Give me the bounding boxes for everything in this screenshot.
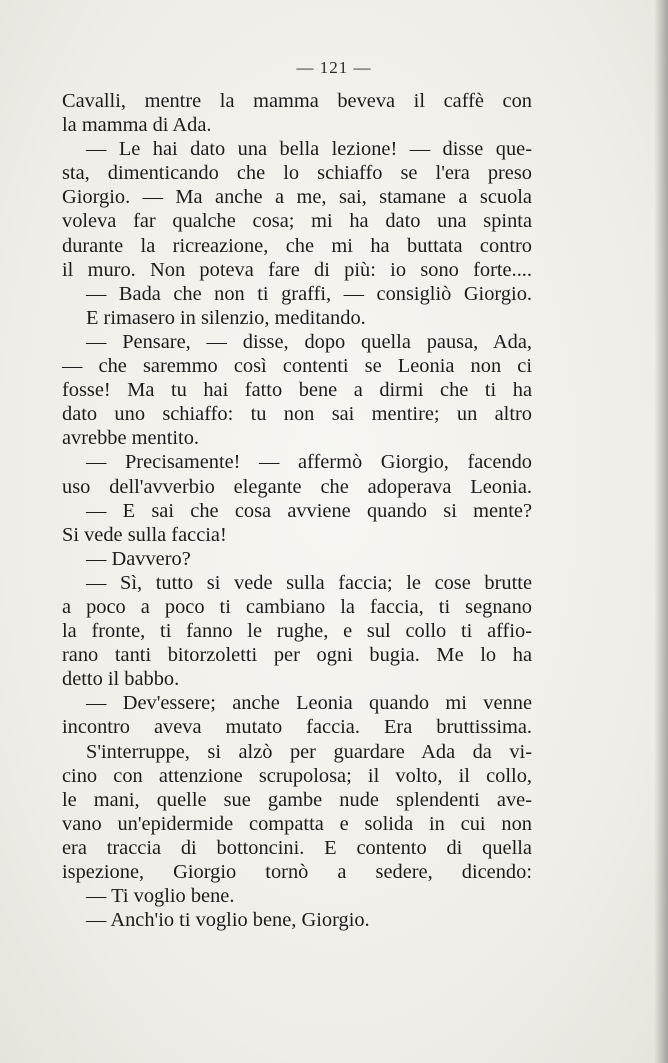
text-line-12: — che saremmo così contenti se Leonia non ci <box>62 355 532 378</box>
text-line-24: rano tanti bitorzoletti per ogni bugia. Me lo ha <box>62 644 532 667</box>
text-line-13: fosse! Ma tu hai fatto bene a dirmi che ti ha <box>62 379 532 402</box>
page-number: — 121 — <box>296 58 372 77</box>
text-line-7: durante la ricreazione, che mi ha buttata contro <box>62 234 532 257</box>
text-line-2: la mamma di Ada. <box>62 114 212 137</box>
text-line-5: Giorgio. — Ma anche a me, sai, stamane a scuola <box>62 186 532 209</box>
text-line-29: cino con attenzione scrupolosa; il volto, il collo, <box>62 764 532 787</box>
text-line-9: — Bada che non ti graffi, — consigliò Giorgio. <box>86 282 532 305</box>
text-line-3: — Le hai dato una bella lezione! — disse que- <box>86 138 532 161</box>
text-line-33: ispezione, Giorgio tornò a sedere, dicendo: <box>62 861 532 883</box>
text-line-14: dato uno schiaffo: tu non sai mentire; un altro <box>62 403 532 426</box>
text-line-25: detto il babbo. <box>62 668 180 691</box>
text-line-31: vano un'epidermide compatta e solida in cui non <box>62 812 532 835</box>
text-line-27: incontro aveva mutato faccia. Era bruttissima. <box>62 716 532 739</box>
text-line-15: avrebbe mentito. <box>62 427 200 450</box>
text-line-35: — Anch'io ti voglio bene, Giorgio. <box>86 909 370 932</box>
text-line-26: — Dev'essere; anche Leonia quando mi venne <box>86 692 532 715</box>
text-line-32: era traccia di bottoncini. E contento di quella <box>62 836 532 859</box>
text-line-20: — Davvero? <box>86 547 191 570</box>
text-line-17: uso dell'avverbio elegante che adoperava Leonia. <box>62 475 532 498</box>
text-line-28: S'interruppe, si alzò per guardare Ada da vi- <box>86 740 532 763</box>
text-line-11: — Pensare, — disse, dopo quella pausa, Ada, <box>86 330 532 353</box>
text-line-23: la fronte, ti fanno le rughe, e sul collo ti affio- <box>62 620 532 643</box>
text-line-16: — Precisamente! — affermò Giorgio, facendo <box>86 451 532 474</box>
text-line-10: E rimasero in silenzio, meditando. <box>86 306 366 329</box>
text-line-21: — Sì, tutto si vede sulla faccia; le cose brutte <box>86 571 532 594</box>
body-text <box>62 89 532 932</box>
text-line-6: voleva far qualche cosa; mi ha dato una spinta <box>62 210 532 233</box>
text-line-18: — E sai che cosa avviene quando si mente? <box>86 499 532 522</box>
text-line-4: sta, dimenticando che lo schiaffo se l'era preso <box>62 162 532 185</box>
text-line-34: — Ti voglio bene. <box>86 885 235 908</box>
text-line-30: le mani, quelle sue gambe nude splendenti ave- <box>62 788 532 811</box>
text-line-1: Cavalli, mentre la mamma beveva il caffè con <box>62 90 532 112</box>
text-line-22: a poco a poco ti cambiano la faccia, ti segnano <box>62 595 532 618</box>
text-line-19: Si vede sulla faccia! <box>62 523 227 546</box>
text-line-8: il muro. Non poteva fare di più: io sono forte.... <box>62 258 532 281</box>
page-edge-shadow <box>654 0 668 1063</box>
